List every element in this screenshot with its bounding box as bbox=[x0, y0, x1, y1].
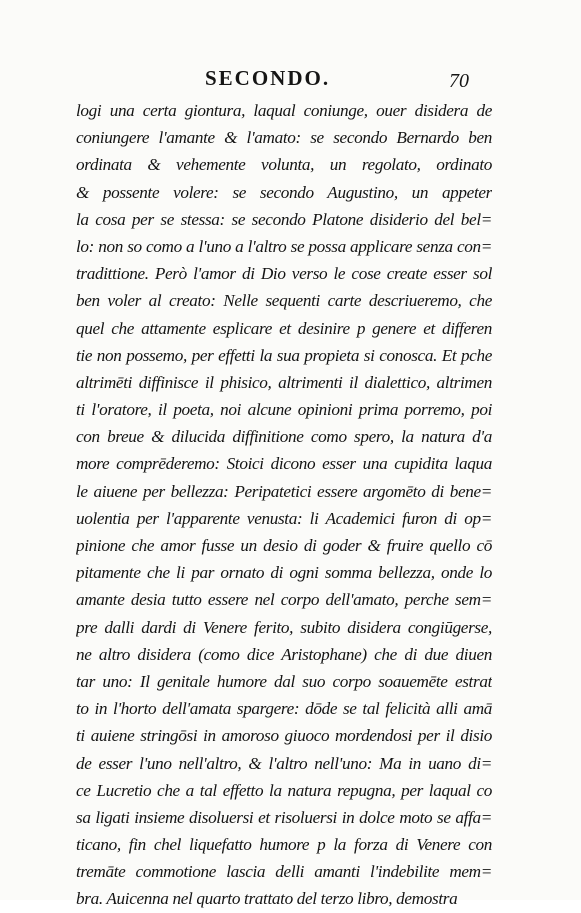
text-line: tradittione. Però l'amor di Dio verso le cose create esser sol bbox=[76, 264, 492, 284]
text-line: & possente volere: se secondo Augustino, un appeter bbox=[76, 182, 492, 202]
text-line: ben voler al creato: Nelle sequenti carte descriueremo, che bbox=[76, 291, 492, 311]
text-line: tie non possemo, per effetti la sua propieta si conosca. Et pche bbox=[76, 345, 492, 365]
text-line: pre dalli dardi di Venere ferito, subito disidera congiūgerse, bbox=[76, 617, 492, 637]
text-line: amante desia tutto essere nel corpo dell'amato, perche sem= bbox=[76, 590, 492, 610]
text-line: le aiuene per bellezza: Peripatetici essere argomēto di bene= bbox=[76, 481, 492, 501]
text-line: ti auiene stringōsi in amoroso giuoco mordendosi per il disio bbox=[76, 726, 492, 746]
text-line: uolentia per l'apparente venusta: li Academici furon di op= bbox=[76, 508, 492, 528]
text-line: tar uno: Il genitale humore dal suo corpo soauemēte estrat bbox=[76, 671, 492, 691]
text-line: ce Lucretio che a tal effetto la natura repugna, per laqual co bbox=[76, 780, 492, 800]
text-line: bra. Auicenna nel quarto trattato del terzo libro, demostra bbox=[76, 889, 458, 909]
text-line: altrimēti diffinisce il phisico, altrimenti il dialettico, altrimen bbox=[76, 372, 492, 392]
text-line: ordinata & vehemente volunta, un regolato, ordinato bbox=[76, 155, 492, 175]
text-line: ne altro disidera (como dice Aristophane) che di due diuen bbox=[76, 644, 492, 664]
text-line: coniungere l'amante & l'amato: se secondo Bernardo ben bbox=[76, 128, 492, 148]
text-line: to in l'horto dell'amata spargere: dōde se tal felicità alli amā bbox=[76, 699, 492, 719]
text-line: lo: non so como a l'uno a l'altro se possa applicare senza con= bbox=[76, 236, 492, 256]
text-line: de esser l'uno nell'altro, & l'altro nell'uno: Ma in uano di= bbox=[76, 753, 492, 773]
text-line: quel che attamente esplicare et desinire p genere et differen bbox=[76, 318, 492, 338]
running-head bbox=[0, 66, 581, 96]
page-number: 70 bbox=[449, 70, 469, 92]
text-line: pinione che amor fusse un desio di goder & fruire quello cō bbox=[76, 536, 492, 555]
text-line: ti l'oratore, il poeta, noi alcune opinioni prima porremo, poi bbox=[76, 400, 492, 420]
text-line: sa ligati insieme disoluersi et risoluersi in dolce moto se affa= bbox=[76, 807, 492, 827]
text-line: con breue & dilucida diffinitione como spero, la natura d'a bbox=[76, 427, 492, 447]
text-line: more comprēderemo: Stoici dicono esser una cupidita laqua bbox=[76, 454, 492, 474]
text-line: logi una certa giontura, laqual coniunge, ouer disidera de bbox=[76, 101, 492, 120]
text-line: la cosa per se stessa: se secondo Platone disiderio del bel= bbox=[76, 209, 492, 229]
running-title: SECONDO. bbox=[205, 66, 331, 90]
text-line: tremāte commotione lascia delli amanti l'indebilite mem= bbox=[76, 862, 492, 882]
text-line: pitamente che li par ornato di ogni somma bellezza, onde lo bbox=[76, 563, 492, 583]
text-line: ticano, fin chel liquefatto humore p la forza di Venere con bbox=[76, 835, 492, 855]
body-text bbox=[76, 97, 492, 913]
